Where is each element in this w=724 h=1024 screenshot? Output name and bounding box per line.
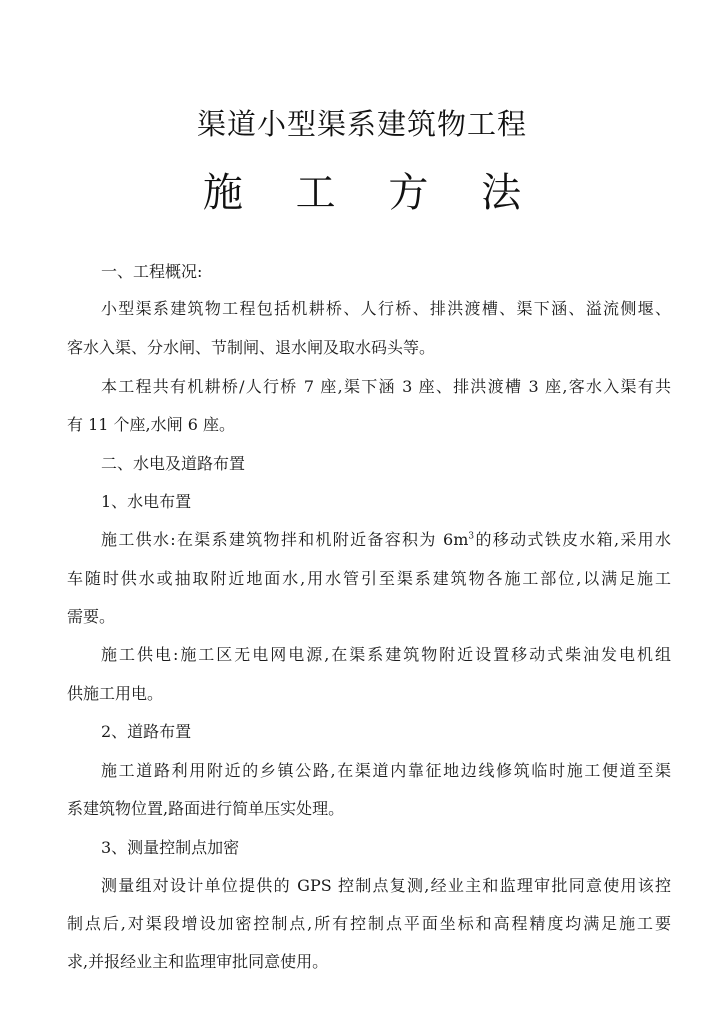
paragraph-3-line-1-text-b: 的移动式铁皮水箱,采用水 (474, 530, 671, 549)
paragraph-4-line-1: 施工供电:施工区无电网电源,在渠系建筑物附近设置移动式柴油发电机组 (101, 645, 671, 664)
paragraph-6-line-1: 测量组对设计单位提供的 GPS 控制点复测,经业主和监理审批同意使用该控 (101, 876, 671, 895)
subsection-heading-roads: 2、道路布置 (101, 722, 192, 741)
paragraph-4-line-2: 供施工用电。 (67, 684, 164, 703)
subsection-heading-survey: 3、测量控制点加密 (101, 838, 240, 857)
paragraph-6-line-3: 求,并报经业主和监理审批同意使用。 (67, 952, 329, 971)
paragraph-2-line-1: 本工程共有机耕桥/人行桥 7 座,渠下涵 3 座、排洪渡槽 3 座,客水入渠有共 (101, 377, 671, 396)
document-subtitle: 施 工 方 法 (202, 170, 542, 216)
paragraph-1-line-2: 客水入渠、分水闸、节制闸、退水闸及取水码头等。 (67, 338, 436, 357)
paragraph-5-line-2: 系建筑物位置,路面进行简单压实处理。 (67, 799, 345, 818)
paragraph-6-line-2: 制点后,对渠段增设加密控制点,所有控制点平面坐标和高程精度均满足施工要 (67, 914, 671, 933)
paragraph-3-line-3: 需要。 (67, 607, 116, 626)
cubic-superscript: 3 (468, 531, 475, 542)
section-heading-utilities-roads: 二、水电及道路布置 (101, 454, 246, 473)
paragraph-5-line-1: 施工道路利用附近的乡镇公路,在渠道内靠征地边线修筑临时施工便道至渠 (101, 761, 671, 780)
paragraph-2-line-2: 有 11 个座,水闸 6 座。 (67, 415, 235, 434)
section-heading-overview: 一、工程概况: (101, 262, 203, 281)
paragraph-3-line-1-text-a: 施工供水:在渠系建筑物拌和机附近备容积为 6m (101, 530, 469, 549)
paragraph-1-line-1: 小型渠系建筑物工程包括机耕桥、人行桥、排洪渡槽、渠下涵、溢流侧堰、 (101, 299, 671, 318)
document-title: 渠道小型渠系建筑物工程 (196, 107, 527, 141)
subsection-heading-utilities: 1、水电布置 (101, 492, 192, 511)
paragraph-3-line-1 (101, 530, 671, 550)
paragraph-3-line-2: 车随时供水或抽取附近地面水,用水管引至渠系建筑物各施工部位,以满足施工 (67, 569, 671, 588)
